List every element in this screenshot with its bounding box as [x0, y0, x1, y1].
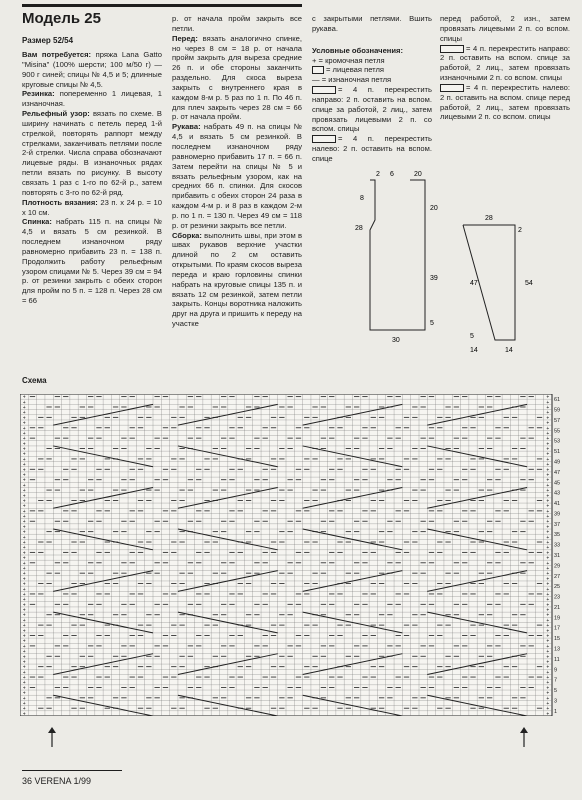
sleeve-label: 14: [505, 347, 513, 354]
paragraph-text: попеременно 1 лицевая, 1 изнаночная.: [22, 89, 162, 109]
svg-text:+: +: [22, 519, 26, 526]
svg-text:+: +: [546, 649, 550, 656]
repeat-start-arrow-icon: [46, 727, 58, 747]
row-number: 55: [554, 428, 561, 435]
svg-text:+: +: [546, 659, 550, 666]
svg-text:+: +: [546, 503, 550, 510]
svg-text:+: +: [22, 399, 26, 406]
row-numbers: [554, 397, 560, 715]
page-title: Модель 25: [22, 10, 101, 27]
sleeve-label: 14: [470, 347, 478, 354]
paragraph-heading: Плотность вязания:: [22, 197, 98, 207]
body-label: 39: [430, 275, 438, 282]
knit-symbol-icon: [312, 66, 324, 74]
svg-text:+: +: [546, 711, 550, 716]
text-column-2: [172, 14, 302, 329]
svg-text:+: +: [546, 534, 550, 541]
sleeve-label: 47: [470, 280, 478, 287]
sleeve-label: 5: [470, 333, 474, 340]
svg-text:+: +: [546, 669, 550, 676]
row-number: 49: [554, 459, 561, 466]
legend-item-purl: — = изнаночная петля: [312, 75, 392, 85]
svg-text:+: +: [546, 441, 550, 448]
pattern-diagram: [330, 170, 575, 370]
row-number: 45: [554, 480, 561, 487]
paragraph-heading: Резинка:: [22, 89, 55, 99]
svg-text:+: +: [546, 508, 550, 515]
svg-text:+: +: [546, 623, 550, 630]
body-label: 5: [430, 320, 434, 327]
row-number: 19: [554, 615, 561, 622]
svg-text:+: +: [22, 586, 26, 593]
svg-text:+: +: [546, 493, 550, 500]
row-number: 27: [554, 573, 561, 580]
paragraph: [172, 231, 302, 329]
svg-text:+: +: [22, 555, 26, 562]
svg-text:+: +: [22, 638, 26, 645]
svg-text:+: +: [22, 446, 26, 453]
paragraph-heading: Сборка:: [172, 230, 202, 240]
paragraph: [172, 14, 302, 34]
svg-text:+: +: [22, 571, 26, 578]
row-number: 9: [554, 667, 558, 674]
svg-text:+: +: [22, 669, 26, 676]
svg-text:+: +: [546, 467, 550, 474]
svg-text:+: +: [546, 498, 550, 505]
svg-text:+: +: [546, 410, 550, 417]
svg-text:+: +: [22, 425, 26, 432]
svg-text:+: +: [546, 524, 550, 531]
svg-text:+: +: [546, 529, 550, 536]
body-outline: [370, 180, 425, 330]
paragraph: [22, 198, 162, 218]
svg-text:+: +: [546, 565, 550, 572]
svg-text:+: +: [22, 664, 26, 671]
svg-text:+: +: [546, 488, 550, 495]
paragraph-heading: Перед:: [172, 33, 198, 43]
svg-text:+: +: [22, 545, 26, 552]
svg-text:+: +: [22, 628, 26, 635]
page-footer: 36 VERENA 1/99: [22, 776, 92, 786]
legend-item-edge: + = кромочная петля: [312, 55, 385, 65]
svg-text:+: +: [546, 482, 550, 489]
svg-text:+: +: [22, 529, 26, 536]
svg-text:+: +: [22, 680, 26, 687]
paragraph: [172, 122, 302, 230]
svg-text:+: +: [546, 638, 550, 645]
row-number: 23: [554, 594, 561, 601]
assembly-end-text: с закрытыми петлями. Вшить рукава.: [312, 14, 432, 33]
svg-text:+: +: [546, 436, 550, 443]
svg-text:+: +: [546, 602, 550, 609]
svg-text:+: +: [22, 482, 26, 489]
legend-item-cross-left-knit: = 4 п. перекрестить налево: 2 п. оставить на вспом. спице перед работой, 2 лиц., затем провязать лицевыми 2 п. со вспом. спицы: [440, 82, 570, 122]
schema-label: Схема: [22, 376, 47, 385]
svg-text:+: +: [546, 654, 550, 661]
title-rule: [22, 4, 302, 7]
svg-text:+: +: [546, 581, 550, 588]
svg-text:+: +: [22, 695, 26, 702]
paragraph-text: выполнить швы, при этом в швах рукавов верхние участки длиной по 2 см оставить открытыми. По краям скосов выреза переда и краю горловины спинки набрать на круговые спицы 135 п. и вязать 12 см резинкой, затем петли закрыть. Концы воротника наложить друг на друга и пришить к переду на участке: [172, 230, 302, 329]
row-number: 31: [554, 553, 561, 559]
svg-text:+: +: [22, 607, 26, 614]
svg-text:+: +: [546, 446, 550, 453]
svg-text:+: +: [22, 550, 26, 557]
paragraph: [22, 109, 162, 198]
row-number: 15: [554, 636, 561, 643]
svg-text:+: +: [22, 420, 26, 427]
body-label: 6: [390, 171, 394, 178]
row-number: 11: [554, 656, 560, 663]
svg-text:+: +: [546, 540, 550, 547]
svg-text:+: +: [22, 560, 26, 567]
row-number: 39: [554, 511, 561, 518]
svg-text:+: +: [546, 586, 550, 593]
body-label: 30: [392, 337, 400, 344]
svg-text:+: +: [22, 612, 26, 619]
row-number: 61: [554, 397, 561, 404]
legend-item-knit: = лицевая петля: [312, 65, 432, 75]
body-label: 20: [414, 171, 422, 178]
svg-text:+: +: [546, 555, 550, 562]
svg-text:+: +: [22, 659, 26, 666]
svg-text:+: +: [546, 404, 550, 411]
cross-left-knit-symbol-icon: [440, 84, 464, 92]
paragraph: [22, 217, 162, 306]
svg-text:+: +: [22, 451, 26, 458]
svg-text:+: +: [22, 540, 26, 547]
row-number: 1: [554, 708, 558, 715]
paragraph: [22, 50, 162, 89]
svg-text:+: +: [546, 415, 550, 422]
svg-text:+: +: [546, 706, 550, 713]
row-number: 3: [554, 698, 558, 705]
cross-right-purl-symbol-icon: [440, 45, 464, 53]
svg-text:+: +: [22, 394, 26, 401]
svg-text:+: +: [22, 576, 26, 583]
repeat-end-arrow-icon: [518, 727, 530, 747]
row-number: 5: [554, 688, 558, 695]
body-label: 28: [355, 225, 363, 232]
row-number: 35: [554, 532, 561, 539]
svg-text:+: +: [546, 571, 550, 578]
legend-continued-text: перед работой, 2 изн., затем провязать лицевыми 2 п. со вспом. спицы: [440, 14, 570, 43]
legend-item-cross-left: = 4 п. перекрестить налево: 2 п. оставить на вспом. спице: [312, 134, 432, 163]
svg-text:+: +: [22, 534, 26, 541]
paragraph-text: набрать 49 п. на спицы № 4,5 и вязать 5 см резинкой. В последнем изнаночном ряду равномерно прибавить 17 п. = 66 п. Затем перейти на спицы № 5 и вязать рельефным узором, как на средних 66 п. спинки. Для скосов прибавить с обеих сторон 24 раза в каждом 4-м р. и 8 раз в каждом 2-м р. по 1 п. = 130 п. Через 49 см = 118 р. от резинки закрыть все петли.: [172, 122, 302, 230]
svg-text:+: +: [22, 623, 26, 630]
legend-item-cross-right-purl: = 4 п. перекрестить направо: 2 п. оставить на вспом. спице за работой, 2 лиц., затем провязать изнаночными 2 п. со вспом. спицы: [440, 43, 570, 83]
svg-text:+: +: [546, 576, 550, 583]
svg-text:+: +: [22, 711, 26, 716]
svg-text:+: +: [22, 441, 26, 448]
svg-text:+: +: [22, 415, 26, 422]
row-number: 13: [554, 646, 561, 653]
text-column-3: [312, 14, 432, 164]
svg-text:+: +: [546, 680, 550, 687]
svg-text:+: +: [22, 404, 26, 411]
svg-text:+: +: [546, 462, 550, 469]
footer-rule: [22, 770, 122, 771]
row-number: 37: [554, 521, 561, 528]
size-label: Размер 52/54: [22, 36, 74, 45]
svg-text:+: +: [546, 477, 550, 484]
svg-text:+: +: [546, 456, 550, 463]
row-number: 43: [554, 490, 561, 497]
svg-text:+: +: [22, 493, 26, 500]
paragraph-text: 23 п. х 24 р. = 10 х 10 см.: [22, 197, 162, 217]
cross-left-symbol-icon: [312, 135, 336, 143]
body-label: 20: [430, 205, 438, 212]
row-number: 21: [554, 604, 561, 611]
svg-text:+: +: [546, 690, 550, 697]
row-number: 17: [554, 625, 561, 632]
svg-text:+: +: [546, 451, 550, 458]
knitting-chart: [20, 394, 562, 716]
svg-text:+: +: [546, 430, 550, 437]
svg-text:+: +: [22, 508, 26, 515]
svg-text:+: +: [546, 519, 550, 526]
text-column-1: [22, 50, 162, 306]
svg-text:+: +: [22, 654, 26, 661]
row-number: 59: [554, 407, 561, 414]
paragraph-text: вязать аналогично спинке, но через 8 см = 18 р. от начала пройм закрыть для выреза средние 26 п. и обе стороны заканчить раздельно. Для скоса выреза закрыть с внутреннего края в каждом 8-м р. 5 раз по 1 п. По 46 п. для плеч закрыть через 28 см = 66 р. от начала пройм.: [172, 33, 302, 122]
svg-text:+: +: [22, 597, 26, 604]
svg-text:+: +: [22, 472, 26, 479]
row-number: 29: [554, 563, 561, 570]
svg-text:+: +: [546, 695, 550, 702]
svg-text:+: +: [546, 550, 550, 557]
legend-item-cross-right: = 4 п. перекрестить направо: 2 п. оставить на вспом. спице за работой, 2 лиц., затем провязать лицевыми 2 п. со вспом. спицы: [312, 85, 432, 134]
svg-text:+: +: [22, 675, 26, 682]
paragraph-heading: Рукава:: [172, 122, 201, 132]
svg-text:+: +: [546, 399, 550, 406]
paragraph-heading: Спинка:: [22, 217, 52, 227]
cross-right-symbol-icon: [312, 86, 336, 94]
paragraph-text: вязать по схеме. В ширину начинать с петель перед 1-й стрелкой, повторять раппорт между стрелками, заканчивать петлями после 2-й стрелки. Числа справа обозначают лицевые ряды. В изнаночных рядах петли вязать по рисунку. В высоту связать 1 раз с 1-го по 62-й р., затем повторять с 3-го по 62-й ряд.: [22, 109, 162, 197]
svg-text:+: +: [546, 394, 550, 401]
svg-text:+: +: [546, 633, 550, 640]
svg-text:+: +: [546, 591, 550, 598]
svg-text:+: +: [22, 649, 26, 656]
svg-text:+: +: [22, 430, 26, 437]
sleeve-label: 2: [518, 227, 522, 234]
svg-text:+: +: [546, 612, 550, 619]
svg-text:+: +: [546, 675, 550, 682]
svg-text:+: +: [22, 503, 26, 510]
svg-text:+: +: [22, 467, 26, 474]
body-label: 8: [360, 195, 364, 202]
svg-text:+: +: [22, 436, 26, 443]
svg-text:+: +: [546, 628, 550, 635]
row-number: 33: [554, 542, 561, 549]
paragraph: [22, 89, 162, 109]
svg-text:+: +: [22, 602, 26, 609]
row-number: 25: [554, 584, 561, 591]
svg-text:+: +: [22, 498, 26, 505]
svg-text:+: +: [546, 617, 550, 624]
svg-text:+: +: [22, 581, 26, 588]
paragraph-heading: Вам потребуется:: [22, 50, 92, 59]
svg-text:+: +: [546, 701, 550, 708]
svg-text:+: +: [22, 565, 26, 572]
svg-text:+: +: [22, 462, 26, 469]
sleeve-label: 54: [525, 280, 533, 287]
svg-text:+: +: [546, 643, 550, 650]
paragraph-text: р. от начала пройм закрыть все петли.: [172, 14, 302, 33]
svg-text:+: +: [546, 514, 550, 521]
row-number: 51: [554, 449, 561, 456]
svg-text:+: +: [546, 472, 550, 479]
svg-text:+: +: [22, 643, 26, 650]
svg-text:+: +: [546, 420, 550, 427]
paragraph-text: пряжа Lana Gatto "Misina" (100% шерсти; 100 м/50 г) — 900 г синей; спицы № 4,5 и 5; длинные круговые спицы № 4,5.: [22, 50, 162, 89]
svg-text:+: +: [546, 597, 550, 604]
paragraph-text: набрать 115 п. на спицы № 4,5 и вязать 5 см резинкой. В последнем изнаночном ряду равномерно прибавить 23 п. = 138 п. Продолжить работу рельефным узором спицами № 5. Через 39 см = 94 р. от резинки закрыть с обеих сторон для пройм по 5 п. = 128 п. Через 28 см = 66: [22, 217, 162, 306]
svg-text:+: +: [22, 514, 26, 521]
body-label: 2: [376, 171, 380, 178]
svg-text:+: +: [22, 701, 26, 708]
svg-text:+: +: [22, 524, 26, 531]
svg-text:+: +: [546, 664, 550, 671]
row-number: 7: [554, 677, 558, 684]
chart-cells: [20, 394, 552, 716]
paragraph-heading: Рельефный узор:: [22, 109, 90, 119]
svg-text:+: +: [546, 425, 550, 432]
svg-text:+: +: [22, 690, 26, 697]
row-number: 53: [554, 438, 561, 445]
row-number: 57: [554, 417, 561, 424]
svg-text:+: +: [22, 456, 26, 463]
pattern-diagram-svg: [330, 170, 575, 370]
svg-text:+: +: [22, 633, 26, 640]
svg-text:+: +: [22, 477, 26, 484]
knitting-chart-svg: [20, 394, 562, 716]
svg-text:+: +: [22, 410, 26, 417]
sleeve-label: 28: [485, 215, 493, 222]
svg-text:+: +: [22, 706, 26, 713]
svg-text:+: +: [22, 591, 26, 598]
legend-title: Условные обозначения:: [312, 45, 404, 55]
row-number: 41: [554, 501, 561, 508]
svg-text:+: +: [546, 607, 550, 614]
paragraph: [172, 34, 302, 123]
svg-text:+: +: [22, 617, 26, 624]
text-column-4: [440, 14, 570, 122]
svg-text:+: +: [546, 545, 550, 552]
svg-text:+: +: [22, 685, 26, 692]
svg-text:+: +: [546, 560, 550, 567]
svg-text:+: +: [546, 685, 550, 692]
row-number: 47: [554, 469, 561, 476]
svg-text:+: +: [22, 488, 26, 495]
